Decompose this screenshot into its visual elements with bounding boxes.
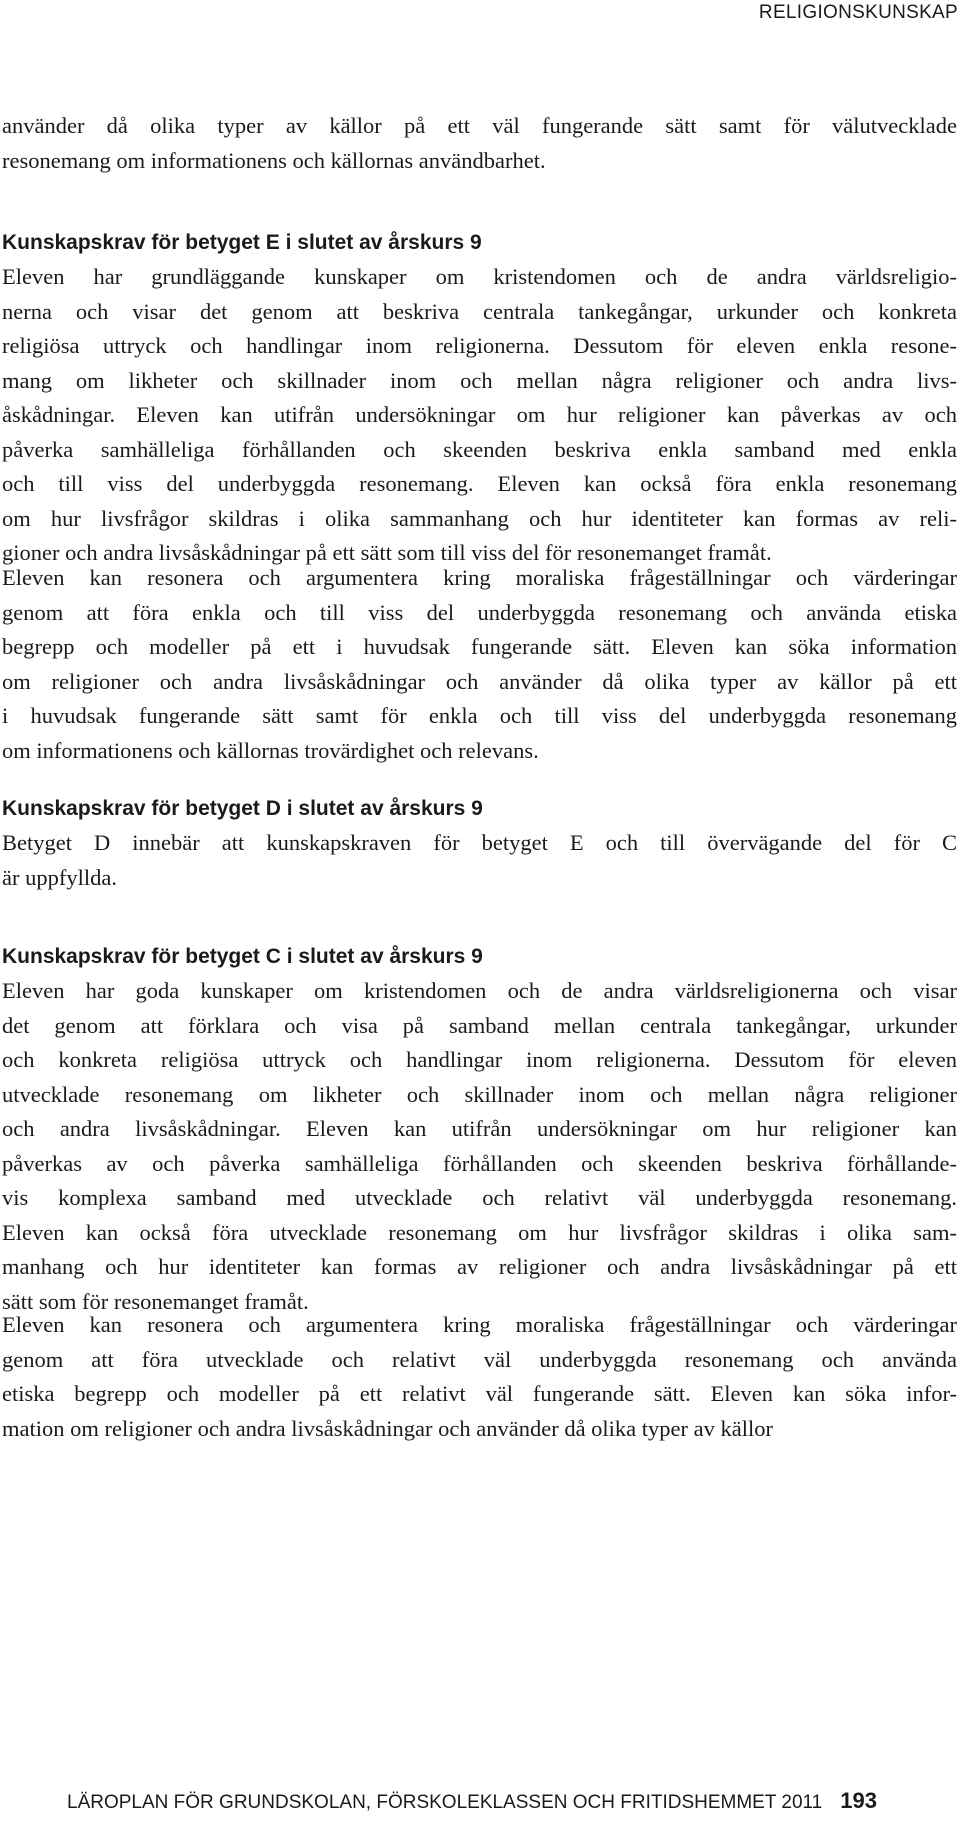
text-line: i huvudsak fungerande sätt samt för enkla och till viss del underbyggda resonemang — [2, 703, 957, 728]
text-line: använder då olika typer av källor på ett väl fungerande sätt samt för välutvecklade — [2, 113, 957, 138]
text-line: etiska begrepp och modeller på ett relativt väl fungerande sätt. Eleven kan söka infor- — [2, 1381, 957, 1406]
text-line: och andra livsåskådningar. Eleven kan utifrån undersökningar om hur religioner kan — [2, 1116, 957, 1141]
text-line: resonemang om informationens och källornas användbarhet. — [2, 147, 546, 173]
grade-c-paragraph-1 — [2, 974, 957, 1319]
text-line: religiösa uttryck och handlingar inom religionerna. Dessutom för eleven enkla resone- — [2, 333, 957, 358]
text-line: sätt som för resonemanget framåt. — [2, 1288, 309, 1314]
footer-title: LÄROPLAN FÖR GRUNDSKOLAN, FÖRSKOLEKLASSEN OCH FRITIDSHEMMET 2011 — [67, 1792, 823, 1813]
text-line: det genom att förklara och visa på samband mellan centrala tankegångar, urkunder — [2, 1012, 957, 1038]
text-line: gioner och andra livsåskådningar på ett sätt som till viss del för resonemanget framåt. — [2, 540, 772, 565]
intro-paragraph — [2, 109, 957, 178]
text-line: mation om religioner och andra livsåskådningar och använder då olika typer av källor — [2, 1415, 773, 1441]
text-line: Eleven kan resonera och argumentera kring moraliska frågeställningar och värderingar — [2, 1312, 957, 1337]
text-line: vis komplexa samband med utvecklade och relativt väl underbyggda resonemang. — [2, 1185, 957, 1210]
text-line: manhang och hur identiteter kan formas av religioner och andra livsåskådningar på ett — [2, 1254, 957, 1279]
grade-c-paragraph-2 — [2, 1308, 957, 1446]
page-number: 193 — [840, 1788, 877, 1813]
text-line: begrepp och modeller på ett i huvudsak fungerande sätt. Eleven kan söka information — [2, 634, 957, 659]
text-line: Eleven kan resonera och argumentera kring moraliska frågeställningar och värderingar — [2, 565, 957, 590]
text-line: om informationens och källornas trovärdighet och relevans. — [2, 737, 539, 763]
grade-c-heading: Kunskapskrav för betyget C i slutet av årskurs 9 — [2, 945, 483, 968]
text-line: är uppfyllda. — [2, 864, 117, 890]
text-line: utvecklade resonemang om likheter och skillnader inom och mellan några religioner — [2, 1081, 957, 1107]
text-line: om religioner och andra livsåskådningar och använder då olika typer av källor på ett — [2, 668, 957, 694]
text-line: om hur livsfrågor skildras i olika sammanhang och hur identiteter kan formas av reli- — [2, 505, 957, 531]
text-line: mang om likheter och skillnader inom och mellan några religioner och andra livs- — [2, 367, 957, 393]
text-line: Eleven kan också föra utvecklade resonemang om hur livsfrågor skildras i olika sam- — [2, 1219, 957, 1245]
running-footer — [67, 1788, 877, 1814]
text-line: åskådningar. Eleven kan utifrån undersökningar om hur religioner kan påverkas av och — [2, 402, 957, 427]
grade-d-paragraph — [2, 826, 957, 895]
text-line: Eleven har goda kunskaper om kristendomen och de andra världsreligionerna och visar — [2, 978, 957, 1003]
grade-e-paragraph-2 — [2, 561, 957, 768]
grade-e-heading: Kunskapskrav för betyget E i slutet av årskurs 9 — [2, 231, 482, 254]
text-line: och till viss del underbyggda resonemang. Eleven kan också föra enkla resonemang — [2, 471, 957, 496]
text-line: genom att föra enkla och till viss del underbyggda resonemang och använda etiska — [2, 599, 957, 625]
text-line: påverkas av och påverka samhälleliga förhållanden och skeenden beskriva förhållande- — [2, 1150, 957, 1176]
grade-e-paragraph-1 — [2, 260, 957, 571]
grade-d-heading: Kunskapskrav för betyget D i slutet av årskurs 9 — [2, 797, 483, 820]
text-line: Eleven har grundläggande kunskaper om kristendomen och de andra världsreligio- — [2, 264, 957, 289]
text-line: och konkreta religiösa uttryck och handlingar inom religionerna. Dessutom för eleven — [2, 1047, 957, 1072]
text-line: nerna och visar det genom att beskriva centrala tankegångar, urkunder och konkreta — [2, 298, 957, 324]
running-header: RELIGIONSKUNSKAP — [758, 2, 958, 23]
text-line: påverka samhälleliga förhållanden och skeenden beskriva enkla samband med enkla — [2, 436, 957, 462]
text-line: Betyget D innebär att kunskapskraven för betyget E och till övervägande del för C — [2, 830, 957, 855]
text-line: genom att föra utvecklade och relativt väl underbyggda resonemang och använda — [2, 1346, 957, 1372]
